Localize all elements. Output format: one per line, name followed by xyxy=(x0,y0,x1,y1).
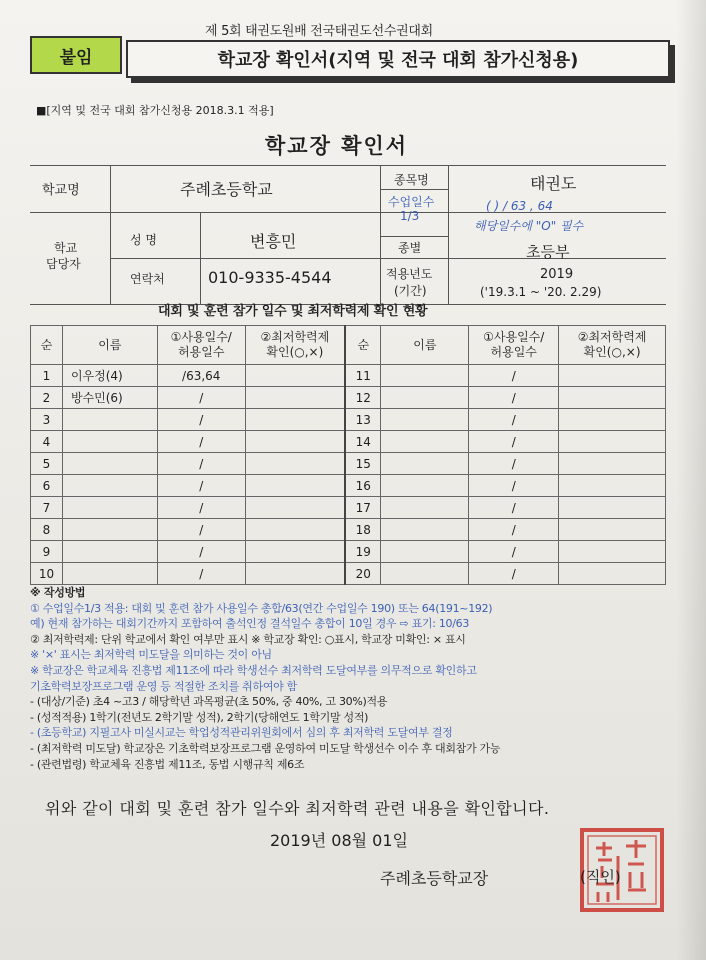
note-8: - (관련법령) 학교체육 진흥법 제11조, 동법 시행규칙 제6조 xyxy=(30,757,305,771)
row-number-right: 12 xyxy=(345,387,381,409)
name-label: 성 명 xyxy=(130,233,157,247)
row-min-check xyxy=(245,365,345,387)
note-1: ① 수업일수1/3 적용: 대회 및 훈련 참가 사용일수 총합/63(연간 수업일수 190) 또는 64(191~192) xyxy=(30,601,493,615)
note-1b: 예) 현재 참가하는 대회기간까지 포함하여 출석인정 결석일수 총합이 10일 경우 ⇨ 표기: 10/63 xyxy=(30,617,470,631)
teacher-label-2: 담당자 xyxy=(46,257,81,271)
col-name: 이름 xyxy=(62,326,157,365)
row-number: 9 xyxy=(31,541,63,563)
row-number: 10 xyxy=(31,563,63,585)
days-label-2: 1/3 xyxy=(400,209,420,223)
row-days: / xyxy=(157,409,245,431)
days-note: 해당일수에 "O" 필수 xyxy=(474,219,584,233)
row-number: 2 xyxy=(31,387,63,409)
document-title: 학교장 확인서 xyxy=(265,134,409,158)
row-name xyxy=(62,431,157,453)
roster-subtitle: 대회 및 훈련 참가 일수 및 최저학력제 확인 현황 xyxy=(158,304,428,319)
row-min-check-right xyxy=(559,563,666,585)
row-number: 5 xyxy=(31,453,63,475)
attachment-badge: 붙임 xyxy=(30,36,122,74)
row-name-right xyxy=(381,431,469,453)
sport-label: 종목명 xyxy=(394,173,429,187)
days-value: ( ) / 63 , 64 xyxy=(486,199,553,213)
year-label-2: (기간) xyxy=(394,284,427,298)
year-period: ('19.3.1 ~ '20. 2.29) xyxy=(480,285,602,299)
row-min-check xyxy=(245,453,345,475)
note-2: ② 최저학력제: 단위 학교에서 확인 여부만 표시 ※ 학교장 확인: ○표시, 학교장 미확인: × 표시 xyxy=(30,632,466,646)
row-name-right xyxy=(381,387,469,409)
row-days-right: / xyxy=(469,497,559,519)
row-number: 6 xyxy=(31,475,63,497)
table-row xyxy=(31,519,666,541)
row-days: / xyxy=(157,541,245,563)
school-label: 학교명 xyxy=(42,183,80,198)
note-5: - (성적적용) 1학기(전년도 2학기말 성적), 2학기(당해연도 1학기말 성적) xyxy=(30,710,369,724)
row-min-check-right xyxy=(559,541,666,563)
row-min-check xyxy=(245,475,345,497)
row-name-right xyxy=(381,365,469,387)
sport-value: 태권도 xyxy=(530,174,577,193)
row-name-right xyxy=(381,563,469,585)
info-box xyxy=(30,165,666,305)
row-min-check-right xyxy=(559,475,666,497)
row-days: / xyxy=(157,431,245,453)
division-value: 초등부 xyxy=(526,243,570,261)
row-days-right: / xyxy=(469,431,559,453)
note-2b: ※ '×' 표시는 최저학력 미도달을 의미하는 것이 아님 xyxy=(30,648,272,662)
principal-title: 주례초등학교장 xyxy=(380,869,489,888)
form-tag: ■[지역 및 전국 대회 참가신청용 2018.3.1 적용] xyxy=(36,104,274,117)
instructions xyxy=(30,585,680,772)
year-label-1: 적용년도 xyxy=(386,267,433,281)
row-days-right: / xyxy=(469,409,559,431)
row-days-right: / xyxy=(469,519,559,541)
row-number-right: 17 xyxy=(345,497,381,519)
note-3: ※ 학교장은 학교체육 진흥법 제11조에 따라 학생선수 최저학력 도달여부를 의무적으로 확인하고 xyxy=(30,663,477,677)
row-name xyxy=(62,453,157,475)
row-name xyxy=(62,541,157,563)
row-name-right xyxy=(381,475,469,497)
row-days: / xyxy=(157,453,245,475)
row-number-right: 13 xyxy=(345,409,381,431)
table-row xyxy=(31,365,666,387)
name-value: 변흥민 xyxy=(250,232,297,251)
row-days: / xyxy=(157,475,245,497)
row-min-check xyxy=(245,563,345,585)
row-number: 1 xyxy=(31,365,63,387)
seal-label: (직인) xyxy=(580,868,621,886)
row-min-check-right xyxy=(559,519,666,541)
note-6: - (초등학교) 지필고사 미실시교는 학업성적관리위원회에서 심의 후 최저학력 도달여부 결정 xyxy=(30,726,453,740)
row-name xyxy=(62,409,157,431)
row-number-right: 19 xyxy=(345,541,381,563)
contact-label: 연락처 xyxy=(130,272,165,286)
row-name-right xyxy=(381,409,469,431)
col-name-right: 이름 xyxy=(381,326,469,365)
col-min-right: ②최저학력제 확인(○,×) xyxy=(559,326,666,365)
roster-header-row xyxy=(31,326,666,365)
row-name xyxy=(62,475,157,497)
row-days-right: / xyxy=(469,563,559,585)
row-name: 방수민(6) xyxy=(62,387,157,409)
table-row xyxy=(31,453,666,475)
event-title: 제 5회 태권도원배 전국태권도선수권대회 xyxy=(205,24,433,39)
row-min-check xyxy=(245,409,345,431)
days-label-1: 수업일수 xyxy=(388,195,435,209)
issue-date: 2019년 08월 01일 xyxy=(270,831,408,850)
note-7: - (최저학력 미도달) 학교장은 기초학력보장프로그램 운영하여 미도달 학생선수 이수 후 대회참가 가능 xyxy=(30,741,501,755)
row-min-check xyxy=(245,497,345,519)
row-name xyxy=(62,497,157,519)
row-name-right xyxy=(381,453,469,475)
row-days-right: / xyxy=(469,365,559,387)
row-name xyxy=(62,519,157,541)
row-days-right: / xyxy=(469,475,559,497)
col-no-right: 순 xyxy=(345,326,381,365)
table-row xyxy=(31,541,666,563)
row-name-right xyxy=(381,497,469,519)
col-no: 순 xyxy=(31,326,63,365)
row-number: 3 xyxy=(31,409,63,431)
table-row xyxy=(31,475,666,497)
row-days-right: / xyxy=(469,387,559,409)
confirmation-text: 위와 같이 대회 및 훈련 참가 일수와 최저학력 관련 내용을 확인합니다. xyxy=(45,799,550,818)
table-row xyxy=(31,563,666,585)
table-row xyxy=(31,387,666,409)
row-number-right: 15 xyxy=(345,453,381,475)
row-days: / xyxy=(157,519,245,541)
row-days: / xyxy=(157,563,245,585)
col-min: ②최저학력제 확인(○,×) xyxy=(245,326,345,365)
roster-table xyxy=(30,325,666,585)
contact-value: 010-9335-4544 xyxy=(208,268,332,287)
row-min-check-right xyxy=(559,453,666,475)
row-min-check xyxy=(245,431,345,453)
row-number: 7 xyxy=(31,497,63,519)
col-days: ①사용일수/ 허용일수 xyxy=(157,326,245,365)
year-value: 2019 xyxy=(540,267,574,282)
row-number: 4 xyxy=(31,431,63,453)
row-days: / xyxy=(157,387,245,409)
row-name: 이우정(4) xyxy=(62,365,157,387)
row-min-check-right xyxy=(559,431,666,453)
row-min-check xyxy=(245,541,345,563)
row-days-right: / xyxy=(469,541,559,563)
row-min-check-right xyxy=(559,497,666,519)
row-number-right: 14 xyxy=(345,431,381,453)
school-value: 주례초등학교 xyxy=(180,180,273,199)
row-days: / xyxy=(157,497,245,519)
notes-heading: ※ 작성방법 xyxy=(30,586,86,599)
row-number-right: 18 xyxy=(345,519,381,541)
table-row xyxy=(31,497,666,519)
col-days-right: ①사용일수/ 허용일수 xyxy=(469,326,559,365)
row-number-right: 16 xyxy=(345,475,381,497)
row-min-check-right xyxy=(559,387,666,409)
note-3b: 기초학력보장프로그램 운영 등 적절한 조치를 취하여야 함 xyxy=(30,679,298,693)
row-min-check xyxy=(245,387,345,409)
row-min-check-right xyxy=(559,365,666,387)
row-number-right: 11 xyxy=(345,365,381,387)
teacher-label-1: 학교 xyxy=(54,241,78,255)
row-name xyxy=(62,563,157,585)
row-days-right: / xyxy=(469,453,559,475)
note-4: - (대상/기준) 초4 ~고3 / 해당학년 과목평균(초 50%, 중 40%, 고 30%)적용 xyxy=(30,695,388,709)
row-min-check-right xyxy=(559,409,666,431)
division-label: 종별 xyxy=(398,241,422,255)
table-row xyxy=(31,431,666,453)
table-row xyxy=(31,409,666,431)
row-name-right xyxy=(381,519,469,541)
row-number: 8 xyxy=(31,519,63,541)
row-number-right: 20 xyxy=(345,563,381,585)
row-days: /63,64 xyxy=(157,365,245,387)
banner-title: 학교장 확인서(지역 및 전국 대회 참가신청용) xyxy=(126,40,670,78)
row-name-right xyxy=(381,541,469,563)
row-min-check xyxy=(245,519,345,541)
